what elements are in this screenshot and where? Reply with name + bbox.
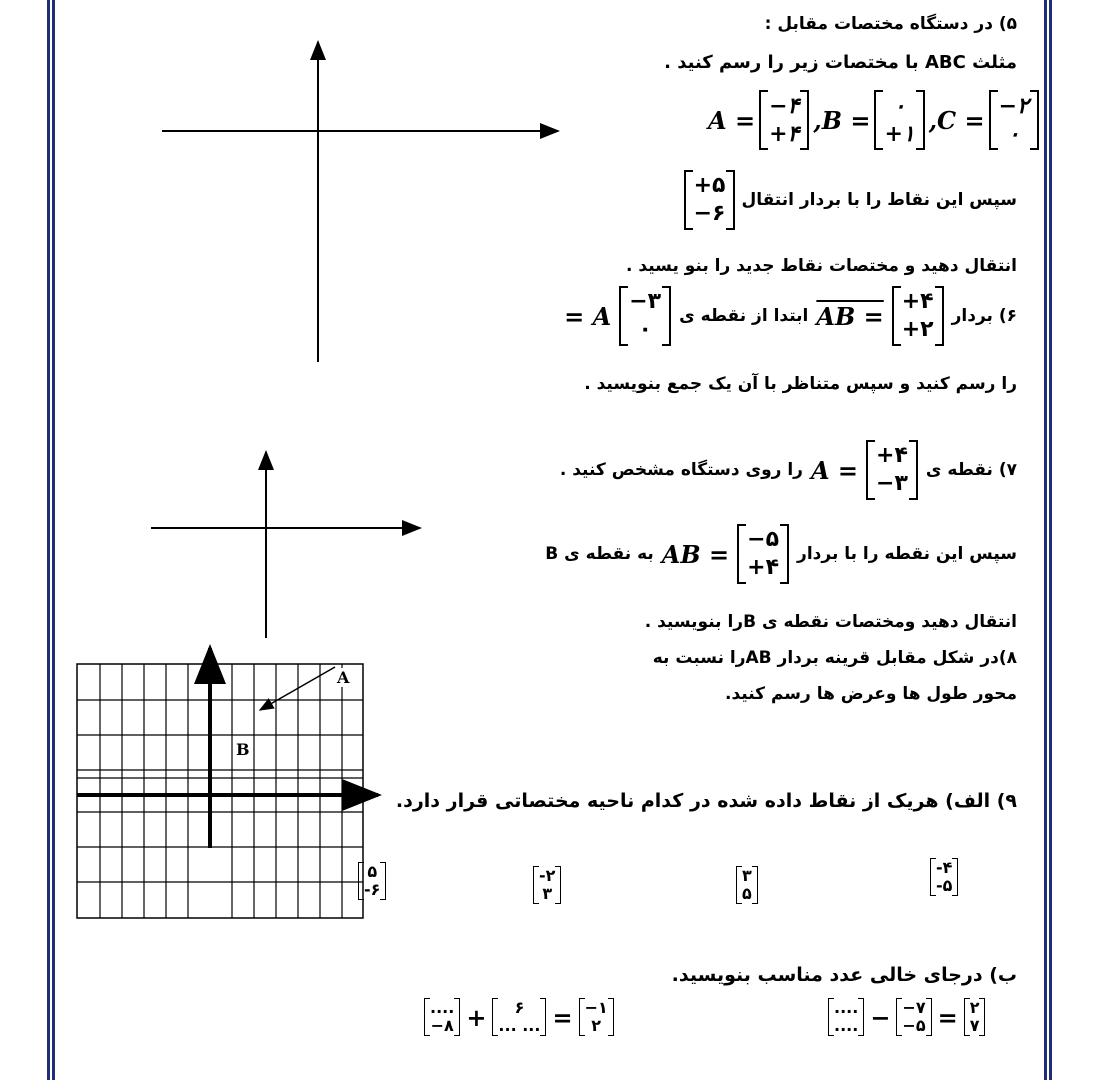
q9-equation-1: .... .... − −۷ −۵ = ۲ ۷ [828, 998, 985, 1036]
q9-point-2: ۳ ۵ [736, 866, 758, 904]
grid-point-b-label: B [236, 740, 250, 759]
eq2-result-matrix: −۱ ۲ [579, 998, 614, 1036]
q6-second-line: را رسم کنید و سپس متناظر با آن یک جمع بنویسید . [584, 374, 1017, 394]
q7-point-label: A = [810, 455, 859, 485]
q5-translation-line [684, 170, 1017, 230]
q6-point-matrix: −۳ ۰ [619, 286, 671, 346]
q7-prefix: ۷) نقطه ی [925, 460, 1017, 480]
q6-vector-label: AB = [816, 301, 884, 331]
grid-point-a-label: A [337, 668, 350, 687]
q7-vector-matrix: −۵ +۴ [737, 524, 789, 584]
q5-translation-vector: +۵ −۶ [684, 170, 736, 230]
q7-line2-suffix: به نقطه ی B [545, 544, 654, 564]
q5-heading: ۵) در دستگاه مختصات مقابل : [764, 14, 1017, 34]
eq1-blank-matrix: .... .... [828, 998, 864, 1036]
q6-vector-matrix: +۴ +۲ [892, 286, 944, 346]
q9-equation-2: .... −۸ + ۶ ... ... = −۱ ۲ [424, 998, 614, 1036]
eq2-blank-matrix: .... −۸ [424, 998, 460, 1036]
q7-line [560, 440, 1017, 500]
q5-instruction: مثلث ABC با مختصات زیر را رسم کنید . [664, 52, 1017, 73]
eq1-second-matrix: −۷ −۵ [896, 998, 931, 1036]
q5-b-label: ,B = [813, 105, 871, 135]
q8-line1: ۸)در شکل مقابل قرینه بردار ABرا نسبت به [652, 648, 1017, 668]
q5-matrix-b: ۰ +۱ [874, 90, 924, 150]
q6-line [564, 286, 1017, 346]
q5-c-label: ,C = [928, 105, 985, 135]
q9-point-4: ۵ -۶ [358, 862, 386, 900]
q5-matrix-c: −۲ ۰ [989, 90, 1039, 150]
q8-line2: محور طول ها وعرض ها رسم کنید. [725, 684, 1017, 704]
q7-suffix: را روی دستگاه مشخص کنید . [559, 460, 803, 480]
q7-third-line: انتقال دهید ومختصات نقطه ی Bرا بنویسید . [644, 612, 1017, 632]
q7-point-matrix: +۴ −۳ [866, 440, 918, 500]
axes-q5 [162, 42, 558, 362]
q5-a-label: A = [708, 105, 756, 135]
q7-second-line [545, 524, 1017, 584]
q5-matrix-a: −۴ +۴ [759, 90, 809, 150]
q6-point-label: = A [564, 301, 612, 331]
grid-q8 [77, 648, 378, 918]
q7-vector-label: AB = [661, 539, 730, 569]
q9-title: ۹) الف) هریک از نقاط داده شده در کدام ناحیه مختصاتی قرار دارد. [395, 790, 1017, 812]
q9-b-title: ب) درجای خالی عدد مناسب بنویسید. [671, 964, 1017, 986]
eq2-second-matrix: ۶ ... ... [492, 998, 546, 1036]
q9-point-3: -۲ ۳ [533, 866, 561, 904]
axes-q7 [151, 452, 420, 638]
q5-points-equation [708, 90, 1039, 150]
q7-line2-prefix: سپس این نقطه را با بردار [797, 544, 1017, 564]
eq1-result-matrix: ۲ ۷ [964, 998, 986, 1036]
q9-point-1: -۴ -۵ [930, 858, 958, 896]
q6-mid-text: ابتدا از نقطه ی [679, 306, 809, 326]
q5-translation-text: سپس این نقاط را با بردار انتقال [741, 190, 1017, 210]
q6-prefix: ۶) بردار [951, 306, 1017, 326]
q5-new-coords-text: انتقال دهید و مختصات نقاط جدید را بنو یسید . [626, 256, 1017, 276]
